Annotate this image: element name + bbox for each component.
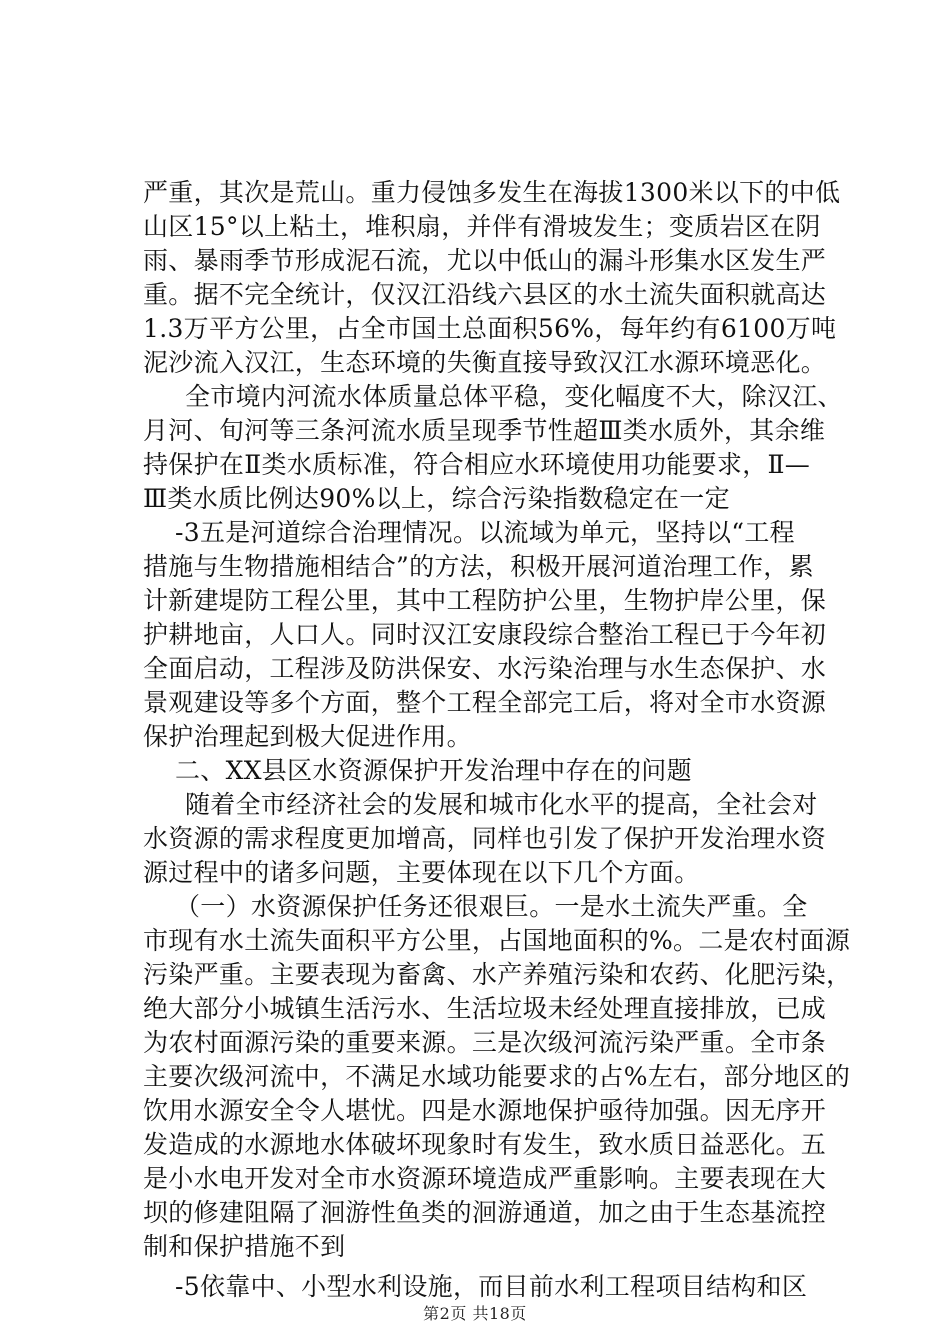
text-line: 污染严重。主要表现为畜禽、水产养殖污染和农药、化肥污染， [143,960,852,989]
text-line: （一）水资源保护任务还很艰巨。一是水土流失严重。全 [175,892,808,921]
text-line: 泥沙流入汉江，生态环境的失衡直接导致汉江水源环境恶化。 [143,348,827,377]
text-line: 是小水电开发对全市水资源环境造成严重影响。主要表现在大 [143,1164,827,1193]
text-line: 坝的修建阻隔了洄游性鱼类的洄游通道，加之由于生态基流控 [143,1198,827,1227]
text-line: 为农村面源污染的重要来源。三是次级河流污染严重。全市条 [143,1028,827,1057]
text-line: 全市境内河流水体质量总体平稳，变化幅度不大，除汉江、 [185,382,843,411]
text-line: 雨、暴雨季节形成泥石流，尤以中低山的漏斗形集水区发生严 [143,246,827,275]
page-number-footer: 第2页 共18页 [423,1304,527,1323]
text-line: 措施与生物措施相结合”的方法，积极开展河道治理工作，累 [143,552,814,581]
text-line: 发造成的水源地水体破坏现象时有发生，致水质日益恶化。五 [143,1130,827,1159]
text-line: 护耕地亩，人口人。同时汉江安康段综合整治工程已于今年初 [143,620,827,649]
text-line: 源过程中的诸多问题，主要体现在以下几个方面。 [143,858,700,887]
text-line: 重。据不完全统计，仅汉江沿线六县区的水土流失面积就高达 [143,280,827,309]
text-line: 绝大部分小城镇生活污水、生活垃圾未经处理直接排放，已成 [143,994,827,1023]
text-line: 持保护在Ⅱ类水质标准，符合相应水环境使用功能要求，Ⅱ— [143,450,811,479]
text-line: 水资源的需求程度更加增高，同样也引发了保护开发治理水资 [143,824,827,853]
text-line: -3五是河道综合治理情况。以流域为单元，坚持以“工程 [175,518,795,547]
text-line: 1.3万平方公里，占全市国土总面积56%，每年约有6100万吨 [143,314,837,343]
text-line: 月河、旬河等三条河流水质呈现季节性超Ⅲ类水质外，其余维 [143,416,826,445]
text-line: 市现有水土流失面积平方公里，占国地面积的%。二是农村面源 [143,926,851,955]
text-line: 严重，其次是荒山。重力侵蚀多发生在海拔1300米以下的中低 [143,178,841,207]
text-line: 主要次级河流中，不满足水域功能要求的占%左右，部分地区的 [143,1062,851,1091]
text-line: 景观建设等多个方面，整个工程全部完工后，将对全市水资源 [143,688,827,717]
text-line: 计新建堤防工程公里，其中工程防护公里，生物护岸公里，保 [143,586,827,615]
text-line: 保护治理起到极大促进作用。 [143,722,472,751]
text-line: 制和保护措施不到 [143,1232,346,1261]
text-line: Ⅲ类水质比例达90%以上，综合污染指数稳定在一定 [143,484,730,513]
text-line: -5依靠中、小型水利设施，而目前水利工程项目结构和区 [175,1272,808,1301]
text-line: 全面启动，工程涉及防洪保安、水污染治理与水生态保护、水 [143,654,827,683]
section-heading: 二、XX县区水资源保护开发治理中存在的问题 [175,756,692,785]
text-line: 山区15°以上粘土，堆积扇，并伴有滑坡发生；变质岩区在阴 [143,212,821,241]
text-line: 饮用水源安全令人堪忧。四是水源地保护亟待加强。因无序开 [143,1096,827,1125]
text-line: 随着全市经济社会的发展和城市化水平的提高，全社会对 [185,790,818,819]
